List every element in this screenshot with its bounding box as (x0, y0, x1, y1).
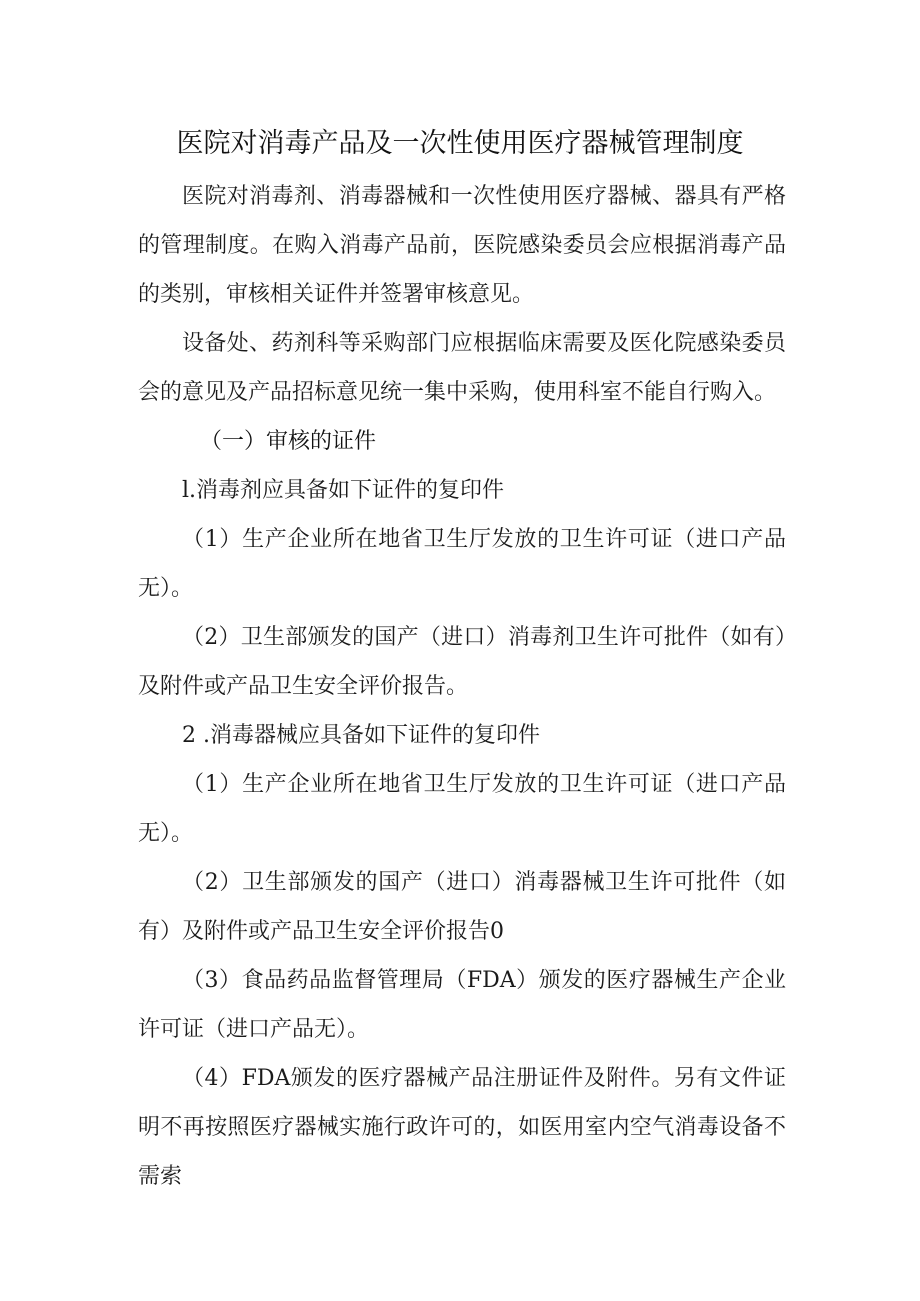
device-point-1: （1）生产企业所在地省卫生厅发放的卫生许可证（进口产品无）。 (138, 772, 786, 846)
disinfectant-point-1: （1）生产企业所在地省卫生厅发放的卫生许可证（进口产品无）。 (138, 527, 786, 601)
procurement-paragraph: 设备处、药剂科等采购部门应根据临床需要及医化院感染委员会的意见及产品招标意见统一集中采购，使用科室不能自行购入。 (138, 331, 786, 405)
document-title: 医院对消毒产品及一次性使用医疗器械管理制度 (176, 128, 744, 159)
section-heading: （一）审核的证件 (200, 429, 377, 454)
device-heading: 2 .消毒器械应具备如下证件的复印件 (182, 723, 540, 748)
device-point-3: （3）食品药品监督管理局（FDA）颁发的医疗器械生产企业许可证（进口产品无）。 (138, 968, 786, 1042)
intro-paragraph: 医院对消毒剂、消毒器械和一次性使用医疗器械、器具有严格的管理制度。在购入消毒产品前，医院感染委员会应根据消毒产品的类别，审核相关证件并签署审核意见。 (138, 184, 786, 307)
device-point-4: （4）FDA颁发的医疗器械产品注册证件及附件。另有文件证明不再按照医疗器械实施行政许可的，如医用室内空气消毒设备不需索 (138, 1066, 786, 1189)
disinfectant-point-2: （2）卫生部颁发的国产（进口）消毒剂卫生许可批件（如有）及附件或产品卫生安全评价报告。 (138, 625, 786, 699)
device-point-2: （2）卫生部颁发的国产（进口）消毒器械卫生许可批件（如有）及附件或产品卫生安全评价报告0 (138, 870, 786, 944)
disinfectant-heading: l.消毒剂应具备如下证件的复印件 (182, 478, 505, 503)
